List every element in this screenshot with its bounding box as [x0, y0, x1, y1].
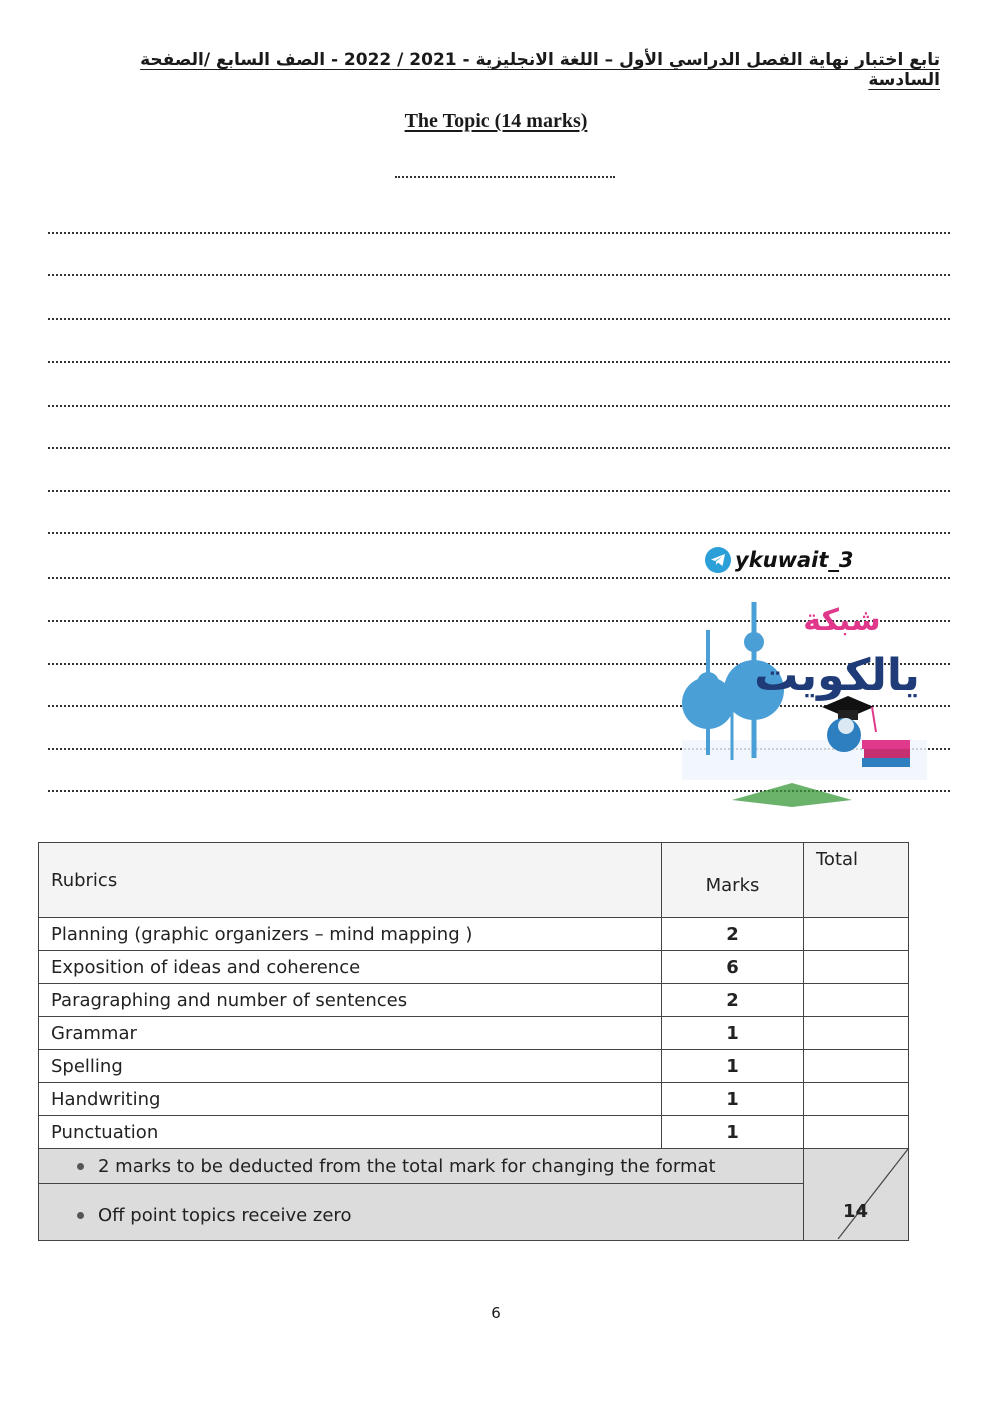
ykuwait-logo — [672, 590, 937, 820]
format-deduction-note: 2 marks to be deducted from the total mark for changing the format — [98, 1155, 716, 1177]
note-cell — [39, 1149, 804, 1184]
off-point-note: Off point topics receive zero — [98, 1204, 352, 1226]
bullet-icon — [77, 1163, 84, 1170]
note-row — [39, 1184, 909, 1241]
total-entry-cell[interactable] — [804, 918, 909, 951]
table-row — [39, 984, 909, 1017]
writing-line — [48, 490, 950, 492]
writing-line — [48, 532, 950, 534]
total-entry-cell[interactable] — [804, 984, 909, 1017]
rubric-marks: 6 — [662, 951, 804, 984]
total-entry-cell[interactable] — [804, 1017, 909, 1050]
topic-title: The Topic (14 marks) — [404, 110, 588, 132]
rubric-marks: 1 — [662, 1116, 804, 1149]
table-row — [39, 1017, 909, 1050]
diagonal-slash-icon — [804, 1149, 909, 1239]
writing-line — [48, 361, 950, 363]
topic-title-blank — [395, 176, 615, 178]
logo-text-top: شبكة — [803, 603, 881, 638]
table-header-row — [39, 843, 909, 918]
table-row — [39, 918, 909, 951]
note-cell — [39, 1184, 804, 1241]
writing-line — [48, 318, 950, 320]
rubric-marks: 2 — [662, 984, 804, 1017]
total-entry-cell[interactable] — [804, 1116, 909, 1149]
rubric-marks: 1 — [662, 1017, 804, 1050]
rubric-criterion: Grammar — [39, 1017, 662, 1050]
telegram-handle: ykuwait_3 — [735, 548, 854, 572]
total-entry-cell[interactable] — [804, 1083, 909, 1116]
table-row — [39, 1050, 909, 1083]
writing-line — [48, 232, 950, 234]
topic-title-row — [0, 110, 992, 133]
writing-line — [48, 405, 950, 407]
rubric-marks: 1 — [662, 1083, 804, 1116]
rubric-criterion: Handwriting — [39, 1083, 662, 1116]
rubric-table — [38, 842, 909, 1241]
grand-total-value: 14 — [842, 1201, 868, 1222]
rubric-criterion: Punctuation — [39, 1116, 662, 1149]
total-header: Total — [804, 843, 909, 918]
writing-line — [48, 577, 950, 579]
rubric-criterion: Planning (graphic organizers – mind mapping ) — [39, 918, 662, 951]
rubric-marks: 1 — [662, 1050, 804, 1083]
total-entry-cell[interactable] — [804, 951, 909, 984]
telegram-watermark — [705, 547, 854, 573]
rubrics-header: Rubrics — [39, 843, 662, 918]
bullet-icon — [77, 1212, 84, 1219]
table-row — [39, 1116, 909, 1149]
rubric-criterion: Exposition of ideas and coherence — [39, 951, 662, 984]
table-row — [39, 1083, 909, 1116]
page-number: 6 — [491, 1304, 501, 1322]
total-entry-cell[interactable] — [804, 1050, 909, 1083]
rubric-criterion: Spelling — [39, 1050, 662, 1083]
table-row — [39, 951, 909, 984]
note-row — [39, 1149, 909, 1184]
exam-header: تابع اختبار نهاية الفصل الدراسي الأول – اللغة الانجليزية - 2021 / 2022 - الصف السابع /الصفحة السادسة — [140, 50, 940, 90]
writing-line — [48, 447, 950, 449]
marks-header: Marks — [662, 843, 804, 918]
writing-line — [48, 274, 950, 276]
logo-text-main: يالكويت — [754, 650, 920, 701]
rubric-marks: 2 — [662, 918, 804, 951]
rubric-criterion: Paragraphing and number of sentences — [39, 984, 662, 1017]
grand-total-cell[interactable] — [804, 1149, 909, 1241]
telegram-icon — [705, 547, 731, 573]
